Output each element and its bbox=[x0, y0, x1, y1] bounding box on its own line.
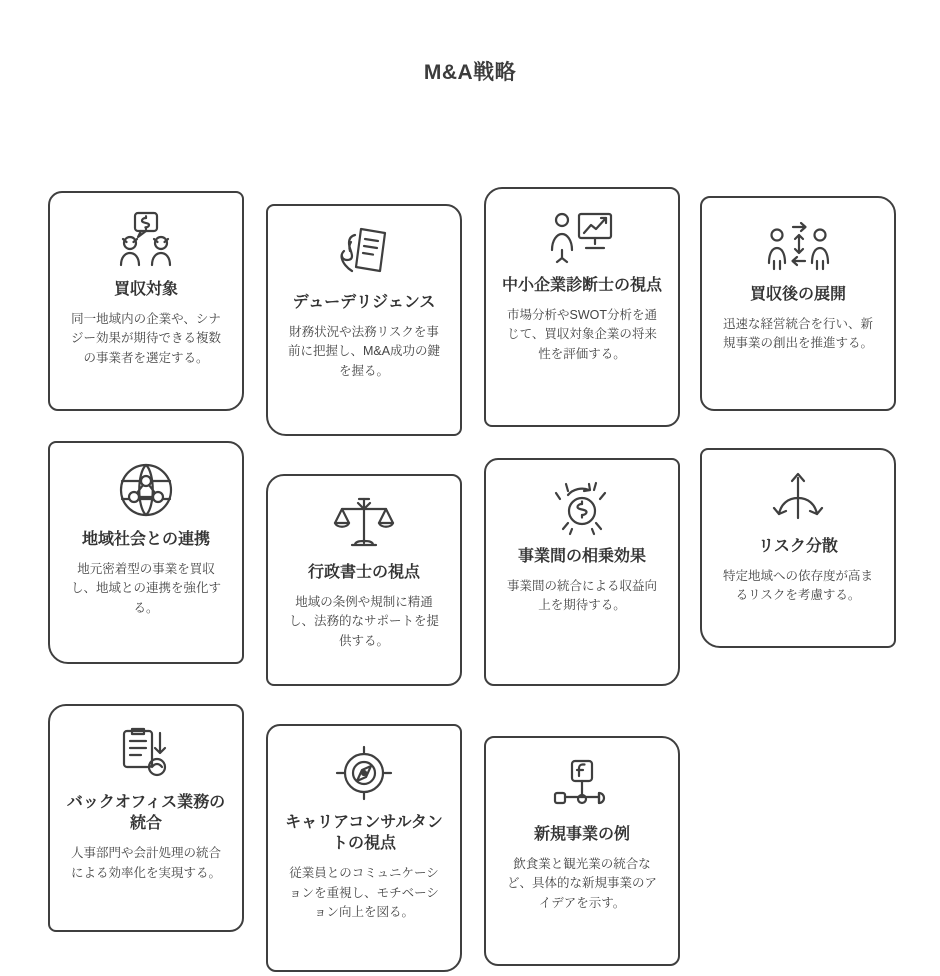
card-title: リスク分散 bbox=[758, 538, 838, 555]
card-title: 地域社会との連携 bbox=[81, 531, 210, 548]
globe-network-icon bbox=[109, 457, 183, 523]
card-back-office-integration[interactable] bbox=[48, 704, 244, 932]
card-sme-consultant-view[interactable] bbox=[484, 187, 680, 427]
card-body: 特定地域への依存度が高まるリスクを考慮する。 bbox=[722, 569, 873, 603]
people-transfer-arrows-icon bbox=[761, 212, 835, 278]
card-body: 同一地域内の企業や、シナジー効果が期待できる複数の事業者を選定する。 bbox=[70, 312, 221, 365]
card-community-cooperation[interactable] bbox=[48, 441, 244, 664]
facility-node-icon bbox=[545, 752, 619, 818]
hand-document-icon bbox=[327, 220, 401, 286]
card-due-diligence[interactable] bbox=[266, 204, 462, 436]
card-title: 新規事業の例 bbox=[533, 826, 630, 843]
card-body: 迅速な経営統合を行い、新規事業の創出を推進する。 bbox=[722, 317, 873, 351]
card-post-acquisition-development[interactable] bbox=[700, 196, 896, 411]
branching-arrows-icon bbox=[761, 464, 835, 530]
clipboard-arrow-icon bbox=[109, 720, 183, 786]
money-cycle-icon bbox=[545, 474, 619, 540]
card-acquisition-target[interactable] bbox=[48, 191, 244, 411]
card-risk-diversification[interactable] bbox=[700, 448, 896, 648]
card-title: 買収後の展開 bbox=[749, 286, 846, 303]
person-chart-presentation-icon bbox=[545, 203, 619, 269]
card-career-consultant-view[interactable] bbox=[266, 724, 462, 972]
card-body: 事業間の統合による収益向上を期待する。 bbox=[506, 579, 657, 613]
card-body: 人事部門や会計処理の統合による効率化を実現する。 bbox=[70, 846, 221, 880]
page-title: M&A戦略 bbox=[423, 61, 517, 84]
card-new-business-example[interactable] bbox=[484, 736, 680, 966]
card-title: 行政書士の視点 bbox=[307, 564, 420, 581]
card-body: 地元密着型の事業を買収し、地域との連携を強化する。 bbox=[70, 562, 221, 615]
card-body: 財務状況や法務リスクを事前に把握し、M&A成功の鍵を握る。 bbox=[287, 325, 441, 378]
card-title: 中小企業診断士の視点 bbox=[502, 277, 663, 294]
card-body: 飲食業と観光業の統合など、具体的な新規事業のアイデアを示す。 bbox=[506, 857, 657, 910]
card-body: 従業員とのコミュニケーションを重視し、モチベーション向上を図る。 bbox=[289, 866, 439, 919]
card-business-synergy[interactable] bbox=[484, 458, 680, 686]
card-administrative-scrivener-view[interactable] bbox=[266, 474, 462, 686]
card-body: 市場分析やSWOT分析を通じて、買収対象企業の将来性を評価する。 bbox=[507, 308, 657, 361]
balance-scale-icon bbox=[327, 490, 401, 556]
money-people-icon bbox=[109, 207, 183, 273]
target-compass-icon bbox=[327, 740, 401, 806]
diagram-board bbox=[0, 56, 940, 919]
card-title: デューデリジェンス bbox=[292, 294, 436, 311]
card-title: キャリアコンサルタントの視点 bbox=[285, 814, 443, 853]
card-title: バックオフィス業務の統合 bbox=[66, 794, 226, 833]
card-title: 事業間の相乗効果 bbox=[517, 548, 646, 565]
card-body: 地域の条例や規制に精通し、法務的なサポートを提供する。 bbox=[288, 595, 439, 648]
card-title: 買収対象 bbox=[113, 281, 178, 298]
